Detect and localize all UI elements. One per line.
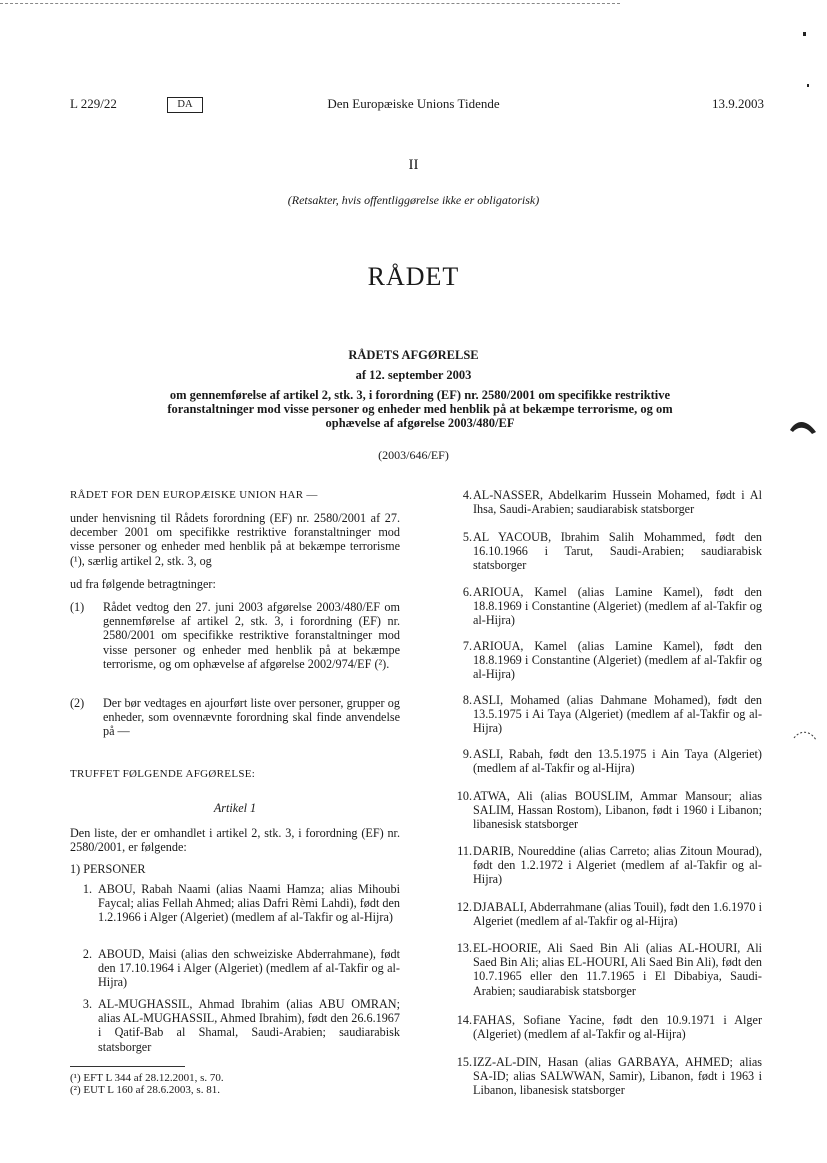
section-number: II [408,157,419,173]
list-item-number: 7. [462,639,472,653]
list-item-number: 6. [462,585,472,599]
footnote: (¹) EFT L 344 af 28.12.2001, s. 70. [70,1072,224,1084]
list-item-text: ABOUD, Maisi (alias den schweiziske Abderrahmane), født den 17.10.1964 i Alger (Algeriet) (medlem af al-Takfir og al-Hijra) [98,947,400,990]
list-item-number: 11. [457,844,472,858]
list-item-text: AL-NASSER, Abdelkarim Hussein Mohamed, født i Al Ihsa, Saudi-Arabien; saudiarabisk statsborger [473,488,762,517]
page-reference: L 229/22 [70,96,117,111]
institution-heading: RÅDET [367,262,460,291]
list-item-text: ASLI, Rabah, født den 13.5.1975 i Ain Taya (Algeriet) (medlem af al-Takfir og al-Hijra) [473,747,762,776]
persons-heading: 1) PERSONER [70,862,146,876]
decision-reference: (2003/646/EF) [378,448,449,462]
journal-title: Den Europæiske Unions Tidende [327,96,500,111]
section-note: (Retsakter, hvis offentliggørelse ikke er obligatorisk) [287,193,540,207]
list-item-text: ASLI, Mohamed (alias Dahmane Mohamed), født den 13.5.1975 i Ai Taya (Algeriet) (medlem af al-Takfir og al-Hijra) [473,693,762,736]
recital-number: (1) [70,600,85,614]
decision-formula: TRUFFET FØLGENDE AFGØRELSE: [70,768,256,780]
scan-speck [803,32,806,36]
list-item-number: 3. [82,997,92,1011]
recital-number: (2) [70,696,85,710]
decision-title: RÅDETS AFGØRELSE [348,348,479,362]
list-item-text: DJABALI, Abderrahmane (alias Touil), født den 1.6.1970 i Algeriet (medlem af al-Takfir og al-Hijra) [473,900,762,929]
list-item-number: 10. [456,789,472,803]
decision-subject: om gennemførelse af artikel 2, stk. 3, i forordning (EF) nr. 2580/2001 om specifikke restriktive foranstaltninger mod visse personer og enheder med henblik på at bekæmpe terrorisme, og om ophævelse af afgørelse 2003/480/EF [167,388,673,430]
list-item-number: 14. [456,1013,472,1027]
list-item-text: ARIOUA, Kamel (alias Lamine Kamel), født den 18.8.1969 i Constantine (Algeriet) (medlem af al-Takfir og al-Hijra) [473,585,762,628]
list-item-number: 13. [456,941,472,955]
recital-text: Rådet vedtog den 27. juni 2003 afgørelse 2003/480/EF om gennemførelse af artikel 2, stk. 3, i forordning (EF) nr. 2580/2001 om specifikke restriktive foranstaltninger mod visse personer og enheder med henblik på at bekæmpe terrorisme, og om ophævelse af afgørelse 2002/974/EF (²). [103,600,400,671]
language-code-box: DA [167,97,203,113]
list-item-text: AL-MUGHASSIL, Ahmad Ibrahim (alias ABU OMRAN; alias AL-MUGHASSIL, Ahmed Ibrahim), født den 26.6.1967 i Qatif-Bab al Shamal, Saudi-Arabien; saudiarabisk statsborger [98,997,400,1054]
list-item-text: ABOU, Rabah Naami (alias Naami Hamza; alias Mihoubi Faycal; alias Fellah Ahmed; alias Dafri Rèmi Lahdi), født den 1.2.1966 i Alger (Algeriet) (medlem af al-Takfir og al-Hijra) [98,882,400,925]
preamble-citation: under henvisning til Rådets forordning (EF) nr. 2580/2001 af 27. december 2001 om specifikke restriktive foranstaltninger mod visse personer og enheder med henblik på at bekæmpe terrorisme (¹), særlig artikel 2, stk. 3, og [70,511,400,568]
list-item-text: EL-HOORIE, Ali Saed Bin Ali (alias AL-HOURI, Ali Saed Bin Ali; alias EL-HOURI, Ali Saed Bin Ali), født den 10.7.1965 eller den 11.7.1965 i El Dibabiya, Saudi-Arabien; saudiarabisk statsborger [473,941,762,998]
list-item-text: ARIOUA, Kamel (alias Lamine Kamel), født den 18.8.1969 i Constantine (Algeriet) (medlem af al-Takfir og al-Hijra) [473,639,762,682]
footnote-separator [70,1066,185,1067]
list-item-number: 9. [462,747,472,761]
list-item-number: 2. [82,947,92,961]
preamble-heading: RÅDET FOR DEN EUROPÆISKE UNION HAR — [70,489,318,501]
scan-speck [807,84,809,87]
publication-date: 13.9.2003 [712,96,764,111]
scan-smudge [792,728,818,750]
list-item-text: AL YACOUB, Ibrahim Salih Mohammed, født den 16.10.1966 i Tarut, Saudi-Arabien; saudiarabisk statsborger [473,530,762,573]
list-item-text: IZZ-AL-DIN, Hasan (alias GARBAYA, AHMED; alias SA-ID; alias SALWWAN, Samir), Libanon, født i 1963 i Libanon, libanesisk statsborger [473,1055,762,1098]
list-item-number: 4. [462,488,472,502]
list-item-text: FAHAS, Sofiane Yacine, født den 10.9.1971 i Alger (Algeriet) (medlem af al-Takfir og al-Hijra) [473,1013,762,1042]
list-item-text: ATWA, Ali (alias BOUSLIM, Ammar Mansour; alias SALIM, Hassan Rostom), Libanon, født i 1960 i Libanon; libanesisk statsborger [473,789,762,832]
article-heading: Artikel 1 [213,801,257,815]
list-item-text: DARIB, Noureddine (alias Carreto; alias Zitoun Mourad), født den 1.2.1972 i Algeriet (medlem af al-Takfir og al-Hijra) [473,844,762,887]
list-item-number: 8. [462,693,472,707]
article-text: Den liste, der er omhandlet i artikel 2, stk. 3, i forordning (EF) nr. 2580/2001, er følgende: [70,826,400,855]
scan-edge-line [0,3,620,4]
scan-smudge [788,414,818,436]
list-item-number: 15. [456,1055,472,1069]
list-item-number: 5. [462,530,472,544]
considerations-intro: ud fra følgende betragtninger: [70,577,216,591]
list-item-number: 12. [456,900,472,914]
footnote: (²) EUT L 160 af 28.6.2003, s. 81. [70,1084,220,1096]
decision-date: af 12. september 2003 [355,368,472,382]
recital-text: Der bør vedtages en ajourført liste over personer, grupper og enheder, som ovennævnte forordning skal finde anvendelse på — [103,696,400,739]
list-item-number: 1. [82,882,92,896]
